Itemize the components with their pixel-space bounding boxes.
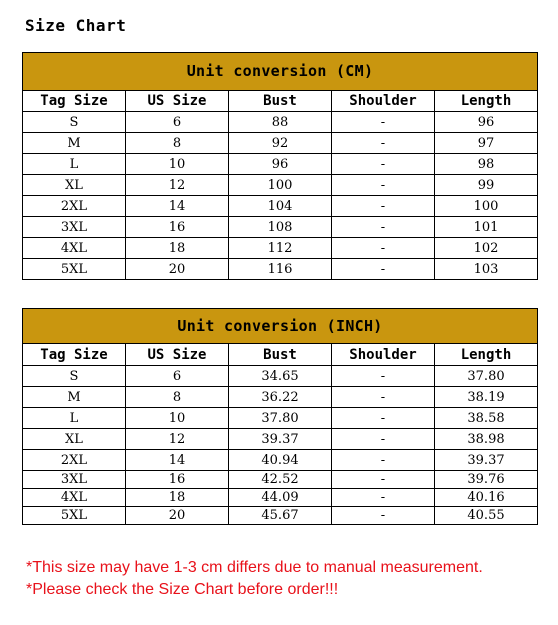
us-size-cell: 6 — [126, 366, 229, 387]
tag-size-cell: XL — [23, 175, 126, 196]
us-size-cell: 14 — [126, 196, 229, 217]
table-row — [23, 489, 538, 507]
measurement-note: *This size may have 1-3 cm differs due to manual measurement. — [26, 559, 483, 576]
length-cell: 40.55 — [435, 507, 538, 525]
bust-cell: 96 — [229, 154, 332, 175]
length-cell: 38.19 — [435, 387, 538, 408]
length-cell: 99 — [435, 175, 538, 196]
column-header-us-size: US Size — [126, 91, 229, 112]
table-row — [23, 429, 538, 450]
shoulder-cell: - — [332, 238, 435, 259]
length-cell: 39.76 — [435, 471, 538, 489]
bust-cell: 108 — [229, 217, 332, 238]
tag-size-cell: M — [23, 387, 126, 408]
table-row — [23, 175, 538, 196]
tag-size-cell: 3XL — [23, 217, 126, 238]
us-size-cell: 18 — [126, 238, 229, 259]
tag-size-cell: L — [23, 154, 126, 175]
tag-size-cell: 5XL — [23, 507, 126, 525]
tag-size-cell: 4XL — [23, 489, 126, 507]
tag-size-cell: 2XL — [23, 196, 126, 217]
tag-size-cell: S — [23, 366, 126, 387]
shoulder-cell: - — [332, 196, 435, 217]
inch-size-table — [22, 308, 538, 525]
bust-cell: 45.67 — [229, 507, 332, 525]
us-size-cell: 6 — [126, 112, 229, 133]
table-row — [23, 259, 538, 280]
us-size-cell: 10 — [126, 154, 229, 175]
shoulder-cell: - — [332, 133, 435, 154]
table-row — [23, 133, 538, 154]
table-row — [23, 387, 538, 408]
tag-size-cell: M — [23, 133, 126, 154]
us-size-cell: 20 — [126, 259, 229, 280]
table-row — [23, 238, 538, 259]
bust-cell: 42.52 — [229, 471, 332, 489]
column-header-bust: Bust — [229, 344, 332, 366]
tag-size-cell: XL — [23, 429, 126, 450]
bust-cell: 36.22 — [229, 387, 332, 408]
us-size-cell: 12 — [126, 175, 229, 196]
bust-cell: 34.65 — [229, 366, 332, 387]
shoulder-cell: - — [332, 259, 435, 280]
inch-table-heading: Unit conversion (INCH) — [23, 309, 538, 344]
shoulder-cell: - — [332, 154, 435, 175]
us-size-cell: 18 — [126, 489, 229, 507]
bust-cell: 92 — [229, 133, 332, 154]
shoulder-cell: - — [332, 217, 435, 238]
table-row — [23, 154, 538, 175]
us-size-cell: 16 — [126, 471, 229, 489]
column-header-tag-size: Tag Size — [23, 91, 126, 112]
column-header-shoulder: Shoulder — [332, 344, 435, 366]
table-row — [23, 507, 538, 525]
table-row — [23, 366, 538, 387]
shoulder-cell: - — [332, 112, 435, 133]
length-cell: 97 — [435, 133, 538, 154]
tag-size-cell: S — [23, 112, 126, 133]
shoulder-cell: - — [332, 471, 435, 489]
bust-cell: 116 — [229, 259, 332, 280]
column-header-tag-size: Tag Size — [23, 344, 126, 366]
shoulder-cell: - — [332, 366, 435, 387]
shoulder-cell: - — [332, 507, 435, 525]
tag-size-cell: 3XL — [23, 471, 126, 489]
us-size-cell: 20 — [126, 507, 229, 525]
length-cell: 100 — [435, 196, 538, 217]
length-cell: 102 — [435, 238, 538, 259]
bust-cell: 100 — [229, 175, 332, 196]
length-cell: 98 — [435, 154, 538, 175]
us-size-cell: 14 — [126, 450, 229, 471]
length-cell: 96 — [435, 112, 538, 133]
bust-cell: 37.80 — [229, 408, 332, 429]
length-cell: 103 — [435, 259, 538, 280]
length-cell: 101 — [435, 217, 538, 238]
table-row — [23, 408, 538, 429]
us-size-cell: 12 — [126, 429, 229, 450]
length-cell: 38.98 — [435, 429, 538, 450]
bust-cell: 88 — [229, 112, 332, 133]
length-cell: 40.16 — [435, 489, 538, 507]
bust-cell: 39.37 — [229, 429, 332, 450]
us-size-cell: 16 — [126, 217, 229, 238]
table-row — [23, 112, 538, 133]
length-cell: 37.80 — [435, 366, 538, 387]
table-row — [23, 450, 538, 471]
tag-size-cell: 2XL — [23, 450, 126, 471]
table-row — [23, 471, 538, 489]
us-size-cell: 10 — [126, 408, 229, 429]
cm-table-heading: Unit conversion (CM) — [23, 53, 538, 91]
bust-cell: 104 — [229, 196, 332, 217]
bust-cell: 40.94 — [229, 450, 332, 471]
shoulder-cell: - — [332, 450, 435, 471]
shoulder-cell: - — [332, 429, 435, 450]
tag-size-cell: L — [23, 408, 126, 429]
length-cell: 39.37 — [435, 450, 538, 471]
tag-size-cell: 5XL — [23, 259, 126, 280]
shoulder-cell: - — [332, 175, 435, 196]
bust-cell: 112 — [229, 238, 332, 259]
tag-size-cell: 4XL — [23, 238, 126, 259]
shoulder-cell: - — [332, 387, 435, 408]
column-header-bust: Bust — [229, 91, 332, 112]
shoulder-cell: - — [332, 489, 435, 507]
size-chart-title: Size Chart — [25, 16, 127, 35]
bust-cell: 44.09 — [229, 489, 332, 507]
shoulder-cell: - — [332, 408, 435, 429]
column-header-us-size: US Size — [126, 344, 229, 366]
size-notes — [26, 557, 483, 601]
table-row — [23, 217, 538, 238]
column-header-length: Length — [435, 91, 538, 112]
us-size-cell: 8 — [126, 133, 229, 154]
cm-size-table — [22, 52, 538, 280]
length-cell: 38.58 — [435, 408, 538, 429]
column-header-shoulder: Shoulder — [332, 91, 435, 112]
us-size-cell: 8 — [126, 387, 229, 408]
column-header-length: Length — [435, 344, 538, 366]
table-row — [23, 196, 538, 217]
check-chart-note: *Please check the Size Chart before order!!! — [26, 581, 339, 598]
